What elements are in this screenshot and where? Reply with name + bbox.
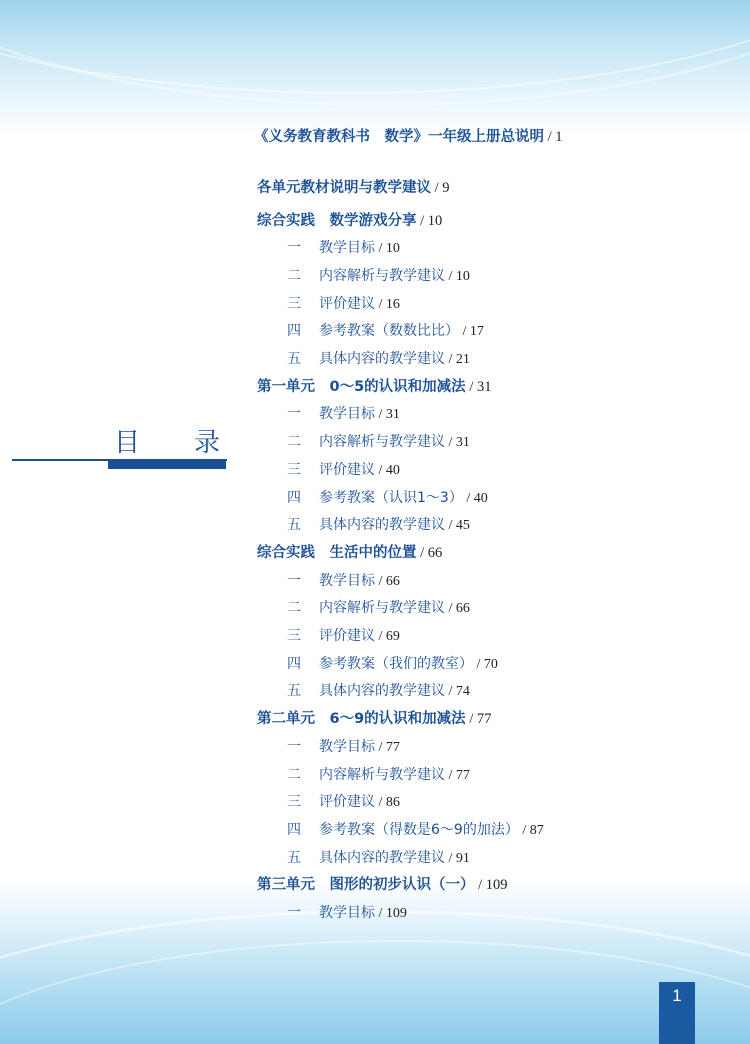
toc-section-entry[interactable] [257,378,491,396]
toc-entry-title: 教学目标 [319,905,375,921]
toc-entry-index: 一 [287,406,301,422]
toc-subsection-entry[interactable] [287,461,400,480]
toc-entry-separator: / [473,657,484,672]
toc-subsection-entry[interactable] [287,904,407,923]
heading-char-2: 录 [193,428,220,458]
toc-entry-page: 66 [455,601,470,616]
toc-subsection-entry[interactable] [287,322,484,341]
toc-entry-index: 三 [287,628,301,644]
toc-entry-page: 66 [385,574,400,589]
toc-subsection-entry[interactable] [287,267,470,286]
toc-subsection-entry[interactable] [287,405,400,424]
toc-entry-separator: / [375,629,386,644]
toc-entry-title: 教学目标 [319,240,375,256]
toc-entry-page: 40 [385,463,400,478]
toc-subsection-entry[interactable] [287,849,470,868]
wave-decoration [0,0,750,106]
toc-section-entry[interactable] [257,544,442,562]
toc-entry-separator: / [375,463,386,478]
toc-entry-index: 五 [287,517,301,533]
toc-entry-page: 10 [385,241,400,256]
toc-entry-title: 评价建议 [319,628,375,644]
toc-subsection-entry[interactable] [287,655,498,674]
toc-subsection-entry[interactable] [287,793,400,812]
toc-subsection-entry[interactable] [287,599,470,618]
toc-entry-index: 一 [287,739,301,755]
toc-entry-title: 参考教案（数数比比） [319,323,459,339]
toc-entry-title: 具体内容的教学建议 [319,683,445,699]
toc-entry-title: 第一单元 0～5的认识和加减法 [257,379,466,395]
toc-subsection-entry[interactable] [287,821,544,840]
toc-entry-separator: / [445,352,456,367]
toc-subsection-entry[interactable] [287,738,400,757]
toc-entry-separator: / [375,407,386,422]
toc-entry-page: 31 [455,435,470,450]
toc-entry-title: 具体内容的教学建议 [319,351,445,367]
toc-entry-index: 三 [287,296,301,312]
toc-entry-title: 第二单元 6～9的认识和加减法 [257,711,466,727]
toc-entry-title: 评价建议 [319,462,375,478]
toc-entry-index: 四 [287,490,301,506]
toc-entry-title: 各单元教材说明与教学建议 [257,180,431,196]
toc-entry-page: 31 [476,379,492,395]
toc-entry-title: 参考教案（我们的教室） [319,656,473,672]
heading-bar [108,461,226,469]
toc-entry-title: 评价建议 [319,296,375,312]
toc-entry-separator: / [465,379,477,395]
toc-entry-separator: / [459,324,470,339]
toc-entry-title: 第三单元 图形的初步认识（一） [257,877,475,893]
toc-entry-title: 《义务教育教科书 数学》一年级上册总说明 [254,129,544,145]
toc-section-entry[interactable] [257,179,450,197]
toc-entry-index: 一 [287,905,301,921]
toc-entry-separator: / [465,711,477,727]
toc-entry-title: 教学目标 [319,739,375,755]
toc-entry-index: 三 [287,462,301,478]
toc-entry-title: 教学目标 [319,573,375,589]
toc-subsection-entry[interactable] [287,489,488,508]
toc-entry-separator: / [462,491,474,506]
toc-entry-index: 四 [287,822,301,838]
toc-entry-separator: / [445,601,456,616]
toc-entry-separator: / [431,180,443,196]
toc-entry-title: 内容解析与教学建议 [319,268,445,284]
toc-entry-title: 综合实践 数学游戏分享 [257,213,417,229]
toc-entry-index: 四 [287,323,301,339]
toc-entry-index: 二 [287,600,301,616]
heading-char-1: 目 [114,428,141,458]
toc-subsection-entry[interactable] [287,572,400,591]
toc-entry-index: 一 [287,240,301,256]
toc-entry-separator: / [445,768,456,783]
toc-entry-page: 74 [455,684,470,699]
header-background [0,0,750,140]
toc-entry-separator: / [375,795,386,810]
toc-entry-index: 五 [287,683,301,699]
toc-entry-page: 9 [442,180,450,196]
toc-entry-page: 69 [385,629,400,644]
toc-entry-page: 21 [455,352,470,367]
toc-entry-page: 10 [427,213,443,229]
toc-entry-page: 1 [555,129,563,145]
toc-subsection-entry[interactable] [287,516,470,535]
toc-entry-separator: / [375,906,386,921]
toc-entry-page: 77 [385,740,400,755]
toc-entry-page: 109 [485,877,508,893]
toc-subsection-entry[interactable] [287,295,400,314]
toc-entry-separator: / [474,877,486,893]
toc-entry-page: 10 [455,269,470,284]
toc-entry-title: 参考教案（认识1～3） [319,490,463,506]
toc-entry-separator: / [375,574,386,589]
toc-entry-page: 31 [385,407,400,422]
toc-entry-page: 91 [455,851,470,866]
toc-entry-page: 16 [385,297,400,312]
toc-entry-separator: / [375,740,386,755]
toc-entry-title: 综合实践 生活中的位置 [257,545,417,561]
toc-entry-index: 五 [287,351,301,367]
page-number: 1 [659,982,695,1044]
toc-entry-page: 45 [455,518,470,533]
toc-entry-title: 教学目标 [319,406,375,422]
toc-entry-page: 86 [385,795,400,810]
toc-subsection-entry[interactable] [287,627,400,646]
toc-entry-index: 二 [287,767,301,783]
toc-entry-page: 109 [385,906,407,921]
toc-subsection-entry[interactable] [287,766,470,785]
toc-entry-title: 内容解析与教学建议 [319,434,445,450]
toc-entry-title: 内容解析与教学建议 [319,767,445,783]
toc-entry-page: 77 [455,768,470,783]
toc-heading [108,427,226,459]
toc-entry-page: 70 [483,657,498,672]
toc-entry-separator: / [518,823,530,838]
toc-entry-index: 二 [287,434,301,450]
toc-entry-title: 内容解析与教学建议 [319,600,445,616]
toc-subsection-entry[interactable] [287,350,470,369]
toc-section-entry[interactable] [257,710,491,728]
toc-entry-index: 四 [287,656,301,672]
toc-entry-separator: / [375,241,386,256]
toc-entry-index: 二 [287,268,301,284]
toc-section-entry[interactable] [257,212,442,230]
toc-entry-page: 87 [529,823,544,838]
toc-entry-separator: / [445,435,456,450]
toc-entry-page: 40 [473,491,488,506]
toc-entry-title: 具体内容的教学建议 [319,850,445,866]
toc-entry-page: 77 [476,711,492,727]
toc-entry-separator: / [416,545,428,561]
toc-entry-page: 66 [427,545,443,561]
toc-entry-separator: / [375,297,386,312]
toc-entry-index: 三 [287,794,301,810]
toc-entry-page: 17 [469,324,484,339]
toc-entry-title: 评价建议 [319,794,375,810]
toc-subsection-entry[interactable] [287,239,400,258]
toc-section-entry[interactable] [254,128,563,146]
toc-entry-separator: / [544,129,556,145]
toc-entry-separator: / [445,269,456,284]
toc-entry-title: 具体内容的教学建议 [319,517,445,533]
toc-entry-separator: / [445,684,456,699]
toc-entry-separator: / [445,851,456,866]
toc-entry-index: 五 [287,850,301,866]
toc-entry-title: 参考教案（得数是6～9的加法） [319,822,519,838]
toc-section-entry[interactable] [257,876,508,894]
toc-subsection-entry[interactable] [287,682,470,701]
toc-subsection-entry[interactable] [287,433,470,452]
toc-entry-index: 一 [287,573,301,589]
toc-entry-separator: / [445,518,456,533]
toc-entry-separator: / [416,213,428,229]
